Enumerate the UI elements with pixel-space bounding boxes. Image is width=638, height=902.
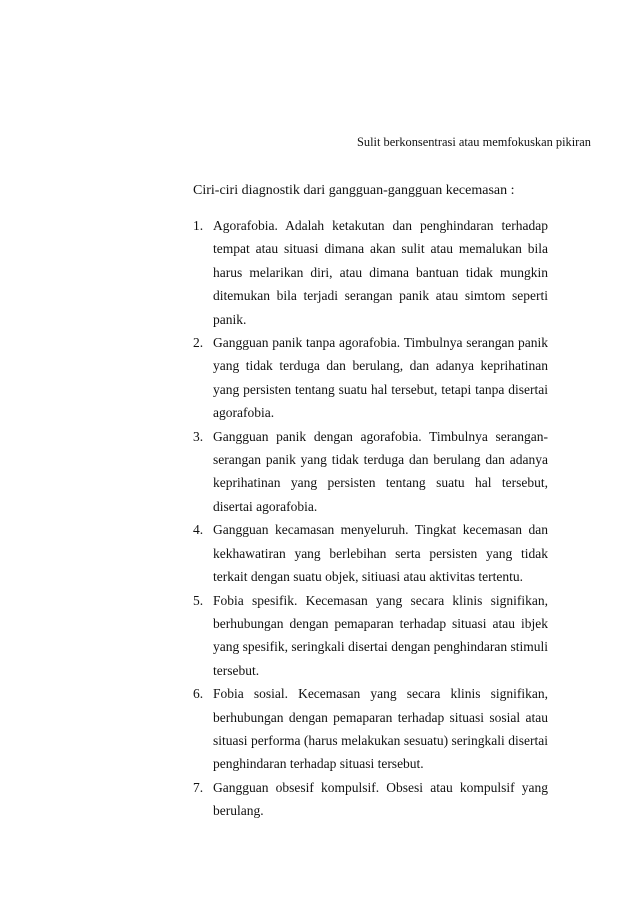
list-item-text: Fobia spesifik. Kecemasan yang secara klinis signifikan, berhubungan dengan pemaparan terhadap situasi atau ibjek yang spesifik, seringkali disertai dengan penghindaran stimuli tersebut. (213, 592, 548, 678)
list-item-text: Gangguan panik tanpa agorafobia. Timbulnya serangan panik yang tidak terduga dan berulang, dan adanya keprihatinan yang persisten tentang suatu hal tersebut, tetapi tanpa disertai agorafobia. (213, 335, 548, 421)
list-item-text: Gangguan obsesif kompulsif. Obsesi atau kompulsif yang berulang. (213, 779, 548, 819)
list-item-4 (193, 518, 548, 588)
list-item-number: 3. (193, 428, 204, 444)
list-item-2 (193, 331, 548, 425)
list-item-5 (193, 589, 548, 683)
list-item-number: 7. (193, 779, 204, 795)
list-item-7 (193, 776, 548, 823)
section-intro: Ciri-ciri diagnostik dari gangguan-gangguan kecemasan : (193, 183, 515, 198)
carry-over-line: Sulit berkonsentrasi atau memfokuskan pikiran (357, 135, 591, 149)
list-item-1 (193, 214, 548, 331)
list-item-number: 6. (193, 686, 204, 702)
list-item-6 (193, 682, 548, 776)
list-item-text: Agorafobia. Adalah ketakutan dan penghindaran terhadap tempat atau situasi dimana akan sulit atau memalukan bila harus melarikan diri, atau dimana bantuan tidak mungkin ditemukan bila terjadi serangan panik atau simtom seperti panik. (213, 218, 548, 327)
list-item-number: 4. (193, 522, 204, 538)
list-item-text: Gangguan panik dengan agorafobia. Timbulnya serangan-serangan panik yang tidak terduga dan berulang dan adanya keprihatinan yang persisten tentang suatu hal tersebut, disertai agorafobia. (213, 428, 548, 514)
diagnostic-list (193, 214, 548, 823)
list-item-number: 5. (193, 592, 204, 608)
list-item-number: 1. (193, 218, 204, 233)
list-item-3 (193, 425, 548, 519)
list-item-text: Gangguan kecamasan menyeluruh. Tingkat kecemasan dan kekhawatiran yang berlebihan serta persisten yang tidak terkait dengan suatu objek, sitiuasi atau aktivitas tertentu. (213, 522, 548, 585)
list-item-text: Fobia sosial. Kecemasan yang secara klinis signifikan, berhubungan dengan pemaparan terhadap situasi sosial atau situasi performa (harus melakukan sesuatu) seringkali disertai penghindaran terhadap situasi tersebut. (213, 686, 548, 772)
list-item-number: 2. (193, 335, 204, 351)
